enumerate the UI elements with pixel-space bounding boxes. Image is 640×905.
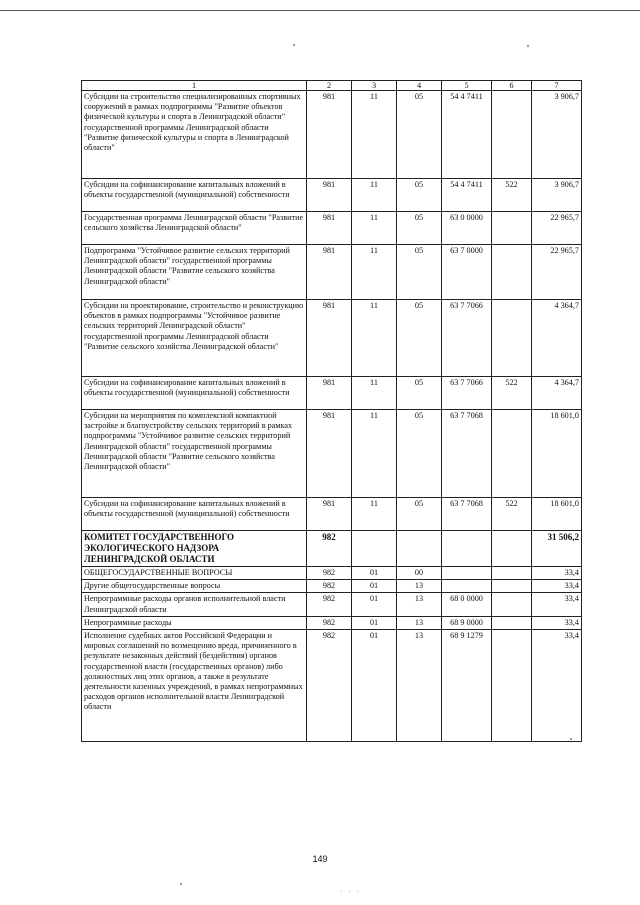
row-cell-6: 522 [492, 377, 532, 410]
row-cell-3 [352, 531, 397, 567]
row-cell-4: 05 [397, 245, 442, 300]
row-cell-5: 63 0 0000 [442, 212, 492, 245]
header-cell: 6 [492, 81, 532, 91]
row-cell-7: 4 364,7 [532, 300, 582, 377]
row-description: Непрограммные расходы [82, 616, 307, 629]
row-cell-5: 63 7 7066 [442, 300, 492, 377]
budget-table [81, 80, 582, 742]
row-cell-6: 522 [492, 498, 532, 531]
row-cell-7: 22 965,7 [532, 245, 582, 300]
row-cell-7: 18 601,0 [532, 410, 582, 498]
row-cell-4: 05 [397, 91, 442, 179]
row-cell-3: 11 [352, 179, 397, 212]
row-cell-5: 54 4 7411 [442, 91, 492, 179]
row-cell-5 [442, 580, 492, 593]
row-cell-6 [492, 616, 532, 629]
scan-speck [293, 44, 295, 46]
row-cell-6: 522 [492, 179, 532, 212]
row-cell-2: 982 [307, 531, 352, 567]
row-description: ОБЩЕГОСУДАРСТВЕННЫЕ ВОПРОСЫ [82, 567, 307, 580]
row-description: Государственная программа Ленинградской области "Развитие сельского хозяйства Ленинградской области" [82, 212, 307, 245]
row-cell-3: 01 [352, 580, 397, 593]
row-description: КОМИТЕТ ГОСУДАРСТВЕННОГО ЭКОЛОГИЧЕСКОГО НАДЗОРА ЛЕНИНГРАДСКОЙ ОБЛАСТИ [82, 531, 307, 567]
row-cell-4: 05 [397, 212, 442, 245]
table-row [82, 410, 582, 498]
row-cell-3: 11 [352, 377, 397, 410]
row-cell-6 [492, 91, 532, 179]
row-cell-4 [397, 531, 442, 567]
row-cell-7: 33,4 [532, 616, 582, 629]
row-cell-6 [492, 593, 532, 616]
table-row [82, 377, 582, 410]
row-cell-5: 68 9 1279 [442, 630, 492, 742]
row-cell-2: 981 [307, 91, 352, 179]
row-cell-7: 4 364,7 [532, 377, 582, 410]
row-cell-2: 981 [307, 212, 352, 245]
row-description: Субсидии на мероприятия по комплексной компактной застройке и благоустройству сельских территорий в рамках подпрограммы "Устойчивое развитие сельских территорий Ленинградской области" государственной программы Ленинградской области "Развитие сельского хозяйства Ленинградской области" [82, 410, 307, 498]
table-row [82, 212, 582, 245]
scan-noise: · · · [340, 888, 361, 895]
header-cell: 3 [352, 81, 397, 91]
row-cell-3: 11 [352, 245, 397, 300]
row-cell-7: 33,4 [532, 593, 582, 616]
row-description: Субсидии на проектирование, строительство и реконструкцию объектов в рамках подпрограммы "Устойчивое развитие сельских территорий Ленинградской области" государственной программы Ленинградской области "Развитие сельского хозяйства Ленинградской области" [82, 300, 307, 377]
row-cell-2: 981 [307, 498, 352, 531]
row-cell-6 [492, 300, 532, 377]
row-cell-3: 01 [352, 616, 397, 629]
row-cell-6 [492, 212, 532, 245]
row-cell-4: 05 [397, 410, 442, 498]
row-description: Подпрограмма "Устойчивое развитие сельских территорий Ленинградской области" государственной программы Ленинградской области "Развитие сельского хозяйства Ленинградской области" [82, 245, 307, 300]
header-row [82, 81, 582, 91]
table-row [82, 593, 582, 616]
row-cell-7: 3 906,7 [532, 179, 582, 212]
row-cell-6 [492, 245, 532, 300]
row-cell-2: 982 [307, 616, 352, 629]
row-cell-2: 982 [307, 567, 352, 580]
row-cell-5: 68 9 0000 [442, 616, 492, 629]
row-cell-6 [492, 630, 532, 742]
row-description: Субсидии на софинансирование капитальных вложений в объекты государственной (муниципальной) собственности [82, 179, 307, 212]
header-cell: 5 [442, 81, 492, 91]
row-cell-3: 01 [352, 567, 397, 580]
row-cell-4: 05 [397, 498, 442, 531]
row-cell-5: 63 7 7068 [442, 498, 492, 531]
row-cell-5: 68 0 0000 [442, 593, 492, 616]
top-rule [0, 10, 640, 11]
header-cell: 1 [82, 81, 307, 91]
row-cell-3: 01 [352, 593, 397, 616]
row-cell-5: 63 7 7066 [442, 377, 492, 410]
row-cell-3: 11 [352, 300, 397, 377]
table-row [82, 616, 582, 629]
row-cell-5: 63 7 0000 [442, 245, 492, 300]
row-cell-6 [492, 580, 532, 593]
table-row [82, 245, 582, 300]
row-cell-5 [442, 531, 492, 567]
row-cell-3: 11 [352, 498, 397, 531]
row-cell-7: 22 965,7 [532, 212, 582, 245]
row-cell-5 [442, 567, 492, 580]
row-cell-3: 11 [352, 212, 397, 245]
scan-speck [180, 883, 182, 885]
row-description: Другие общегосударственные вопросы [82, 580, 307, 593]
row-description: Исполнение судебных актов Российской Федерации и мировых соглашений по возмещению вреда, причиненного в результате незаконных действий (бездействия) органов государственной власти (государственных органов) либо должностных лиц этих органов, а также в результате деятельности казенных учреждений, в рамках непрограммных расходов органов исполнительной власти Ленинградской области [82, 630, 307, 742]
row-cell-5: 63 7 7068 [442, 410, 492, 498]
table-row [82, 300, 582, 377]
row-cell-6 [492, 410, 532, 498]
row-cell-4: 05 [397, 377, 442, 410]
row-cell-7: 18 601,0 [532, 498, 582, 531]
row-cell-7: 31 506,2 [532, 531, 582, 567]
row-cell-4: 13 [397, 580, 442, 593]
row-cell-2: 981 [307, 245, 352, 300]
header-cell: 7 [532, 81, 582, 91]
row-cell-4: 13 [397, 616, 442, 629]
row-cell-4: 00 [397, 567, 442, 580]
row-cell-3: 01 [352, 630, 397, 742]
row-cell-2: 982 [307, 630, 352, 742]
table-row [82, 580, 582, 593]
row-cell-7: 33,4 [532, 580, 582, 593]
row-cell-2: 981 [307, 377, 352, 410]
page-number: 149 [312, 854, 328, 864]
row-cell-3: 11 [352, 91, 397, 179]
row-cell-3: 11 [352, 410, 397, 498]
table-row [82, 498, 582, 531]
row-cell-4: 13 [397, 593, 442, 616]
row-cell-2: 981 [307, 300, 352, 377]
table-row [82, 531, 582, 567]
row-cell-5: 54 4 7411 [442, 179, 492, 212]
row-cell-2: 982 [307, 580, 352, 593]
row-cell-4: 05 [397, 179, 442, 212]
header-cell: 4 [397, 81, 442, 91]
row-cell-6 [492, 531, 532, 567]
row-cell-7: 33,4 [532, 567, 582, 580]
row-cell-2: 981 [307, 179, 352, 212]
row-cell-6 [492, 567, 532, 580]
scan-speck [527, 45, 529, 47]
row-description: Субсидии на софинансирование капитальных вложений в объекты государственной (муниципальной) собственности [82, 498, 307, 531]
row-cell-2: 982 [307, 593, 352, 616]
table-row [82, 91, 582, 179]
table-row [82, 179, 582, 212]
row-cell-7: 3 906,7 [532, 91, 582, 179]
row-description: Субсидии на строительство специализированных спортивных сооружений в рамках подпрограммы "Развитие объектов физической культуры и спорта в Ленинградской области" государственной программы Ленинградской области "Развитие физической культуры и спорта в Ленинградской области" [82, 91, 307, 179]
header-cell: 2 [307, 81, 352, 91]
row-description: Непрограммные расходы органов исполнительной власти Ленинградской области [82, 593, 307, 616]
row-cell-4: 13 [397, 630, 442, 742]
row-cell-7: 33,4 [532, 630, 582, 742]
table-row [82, 567, 582, 580]
row-cell-2: 981 [307, 410, 352, 498]
table-row [82, 630, 582, 742]
row-cell-4: 05 [397, 300, 442, 377]
row-description: Субсидии на софинансирование капитальных вложений в объекты государственной (муниципальной) собственности [82, 377, 307, 410]
